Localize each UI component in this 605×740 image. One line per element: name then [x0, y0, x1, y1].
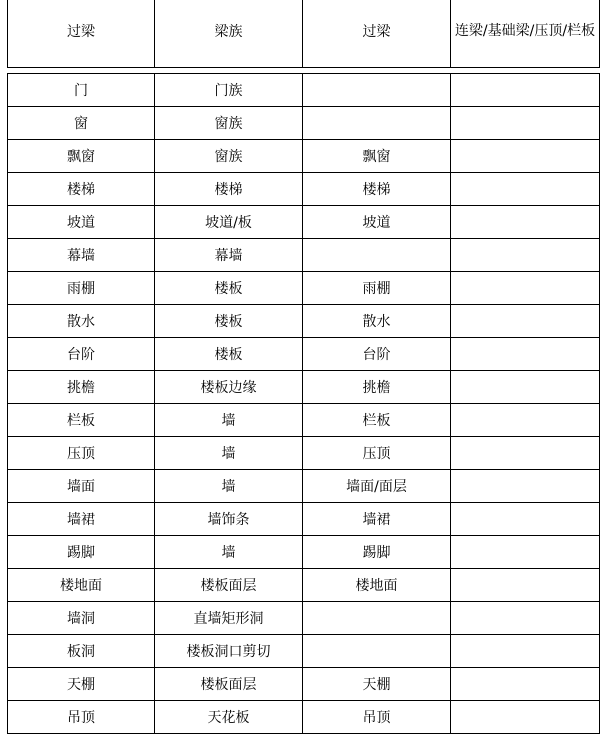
table-cell: 门 [8, 74, 155, 107]
table-cell [303, 107, 451, 140]
table-cell: 吊顶 [8, 701, 155, 734]
table-cell: 楼板 [155, 305, 303, 338]
table-cell: 坡道 [303, 206, 451, 239]
header-row [8, 0, 600, 68]
table-row [8, 74, 600, 107]
table-row [8, 404, 600, 437]
table-cell: 坡道/板 [155, 206, 303, 239]
table-cell: 窗族 [155, 107, 303, 140]
table-cell [451, 470, 600, 503]
table-cell: 天花板 [155, 701, 303, 734]
table-row [8, 701, 600, 734]
table-cell: 窗 [8, 107, 155, 140]
table-cell: 挑檐 [8, 371, 155, 404]
table-cell: 栏板 [8, 404, 155, 437]
table-cell [303, 635, 451, 668]
table-cell: 坡道 [8, 206, 155, 239]
table-cell: 散水 [8, 305, 155, 338]
table-cell [451, 371, 600, 404]
table-cell [451, 635, 600, 668]
table-cell: 墙 [155, 437, 303, 470]
header-cell: 梁族 [155, 0, 303, 68]
table-cell: 直墙矩形洞 [155, 602, 303, 635]
mapping-table [7, 73, 600, 734]
table-cell: 楼地面 [303, 569, 451, 602]
table-cell: 楼板边缘 [155, 371, 303, 404]
header-cell: 过梁 [303, 0, 451, 68]
table-cell: 雨棚 [303, 272, 451, 305]
table-cell [451, 437, 600, 470]
table-cell: 压顶 [303, 437, 451, 470]
table-cell: 墙 [155, 536, 303, 569]
table-row [8, 338, 600, 371]
table-row [8, 602, 600, 635]
table-cell: 楼梯 [155, 173, 303, 206]
table-cell: 楼板面层 [155, 569, 303, 602]
table-cell [303, 74, 451, 107]
table-row [8, 635, 600, 668]
table-cell [451, 668, 600, 701]
table-cell: 吊顶 [303, 701, 451, 734]
table-cell: 墙面 [8, 470, 155, 503]
table-row [8, 536, 600, 569]
table-row [8, 272, 600, 305]
table-cell: 楼地面 [8, 569, 155, 602]
table-cell: 踢脚 [8, 536, 155, 569]
table-cell: 楼板洞口剪切 [155, 635, 303, 668]
header-table [7, 0, 600, 68]
table-cell: 楼梯 [303, 173, 451, 206]
table-row [8, 173, 600, 206]
table-cell [451, 140, 600, 173]
table-cell: 雨棚 [8, 272, 155, 305]
table-cell: 墙裙 [303, 503, 451, 536]
table-cell [451, 701, 600, 734]
table-cell: 墙 [155, 470, 303, 503]
table-row [8, 569, 600, 602]
header-cell: 连梁/基础梁/压顶/栏板 [451, 0, 600, 68]
table-cell [451, 206, 600, 239]
header-cell: 过梁 [8, 0, 155, 68]
table-cell [451, 74, 600, 107]
table-row [8, 305, 600, 338]
table-row [8, 371, 600, 404]
table-cell: 楼梯 [8, 173, 155, 206]
table-cell: 天棚 [303, 668, 451, 701]
table-cell [451, 107, 600, 140]
table-cell: 散水 [303, 305, 451, 338]
table-cell: 墙 [155, 404, 303, 437]
table-cell: 台阶 [8, 338, 155, 371]
table-cell: 压顶 [8, 437, 155, 470]
table-row [8, 239, 600, 272]
table-cell [451, 338, 600, 371]
table-cell: 门族 [155, 74, 303, 107]
table-cell: 墙裙 [8, 503, 155, 536]
table-cell [451, 536, 600, 569]
table-cell: 飘窗 [303, 140, 451, 173]
table-cell: 栏板 [303, 404, 451, 437]
table-row [8, 668, 600, 701]
table-cell: 墙洞 [8, 602, 155, 635]
table-cell: 窗族 [155, 140, 303, 173]
table-cell [451, 404, 600, 437]
table-cell [451, 272, 600, 305]
table-row [8, 470, 600, 503]
table-row [8, 107, 600, 140]
table-cell [451, 569, 600, 602]
table-cell [303, 602, 451, 635]
table-cell [451, 602, 600, 635]
table-cell: 幕墙 [8, 239, 155, 272]
table-cell: 幕墙 [155, 239, 303, 272]
table-cell: 楼板 [155, 272, 303, 305]
table-cell [451, 305, 600, 338]
table-cell [451, 239, 600, 272]
table-cell: 踢脚 [303, 536, 451, 569]
table-cell [451, 173, 600, 206]
table-cell [303, 239, 451, 272]
table-cell: 板洞 [8, 635, 155, 668]
table-row [8, 503, 600, 536]
table-row [8, 140, 600, 173]
table-cell: 飘窗 [8, 140, 155, 173]
table-row [8, 206, 600, 239]
table-cell: 墙面/面层 [303, 470, 451, 503]
mapping-table-body [8, 74, 600, 734]
table-cell: 墙饰条 [155, 503, 303, 536]
table-cell: 台阶 [303, 338, 451, 371]
table-cell [451, 503, 600, 536]
table-cell: 天棚 [8, 668, 155, 701]
table-cell: 楼板面层 [155, 668, 303, 701]
table-cell: 挑檐 [303, 371, 451, 404]
table-row [8, 437, 600, 470]
table-cell: 楼板 [155, 338, 303, 371]
